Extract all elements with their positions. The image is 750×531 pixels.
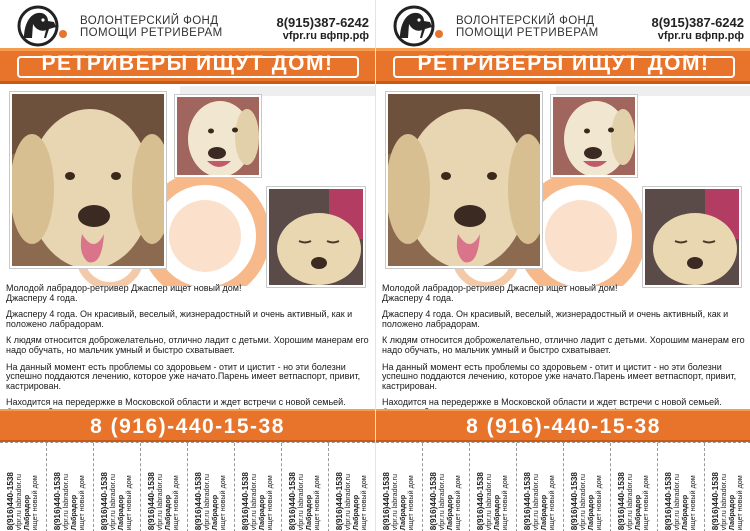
strip-phone: 8(916)440-1538 xyxy=(335,471,344,530)
tear-off-strip[interactable] xyxy=(611,443,658,531)
strip-sites: vfpr.ru labrador.ru xyxy=(578,473,587,530)
labrador-smiling-photo xyxy=(175,95,261,177)
tear-off-strip[interactable] xyxy=(658,443,705,531)
description-character: Джасперу 4 года. Он красивый, веселый, жизнерадостный и очень активный, как и положено лабрадорам. xyxy=(6,309,353,329)
description-intro xyxy=(382,284,746,303)
strip-note: ищет новый дом xyxy=(547,475,556,530)
description-intro xyxy=(6,284,370,303)
labrador-closeup-photo xyxy=(386,92,542,268)
strip-note: ищет новый дом xyxy=(735,475,744,530)
fund-name-line1: ВОЛОНТЕРСКИЙ ФОНД xyxy=(456,15,595,27)
strip-note: ищет новый дом xyxy=(500,475,509,530)
strip-phone: 8(916)440-1538 xyxy=(147,471,156,530)
strip-breed: Лабрадор xyxy=(727,494,736,530)
strip-sites: vfpr.ru labrador.ru xyxy=(437,473,446,530)
tear-off-strip[interactable] xyxy=(376,443,423,531)
strip-breed: Лабрадор xyxy=(22,494,31,530)
strip-sites: vfpr.ru labrador.ru xyxy=(343,473,352,530)
strip-breed: Лабрадор xyxy=(210,494,219,530)
strip-phone: 8(916)440-1538 xyxy=(288,471,297,530)
strip-sites: vfpr.ru labrador.ru xyxy=(296,473,305,530)
strip-breed: Лабрадор xyxy=(304,494,313,530)
banner-title: РЕТРИВЕРЫ ИЩУТ ДОМ! xyxy=(417,52,710,75)
strip-breed: Лабрадор xyxy=(116,494,125,530)
strip-breed: Лабрадор xyxy=(633,494,642,530)
strip-sites: vfpr.ru labrador.ru xyxy=(14,473,23,530)
fund-name xyxy=(456,15,599,39)
description-intro-line1: Молодой лабрадор-ретривер Джаспер ищет новый дом! xyxy=(382,283,618,293)
dog-description xyxy=(6,284,370,425)
strip-phone: 8(916)440-1538 xyxy=(664,471,673,530)
tear-off-strip[interactable] xyxy=(47,443,94,531)
header-contacts xyxy=(276,16,369,43)
strip-breed: Лабрадор xyxy=(69,494,78,530)
flyer-right xyxy=(375,0,750,531)
contact-phone-bar xyxy=(0,409,375,442)
tear-off-strip[interactable] xyxy=(705,443,750,531)
description-health: На данный момент есть проблемы со здоровьем - отит и цистит - но эти болезни успешно поддаются лечению, которое уже начато.Парень имеет ветпаспорт, привит, кастрирован. xyxy=(6,361,361,391)
strip-phone: 8(916)440-1538 xyxy=(570,471,579,530)
strip-breed: Лабрадор xyxy=(586,494,595,530)
strip-phone: 8(916)440-1538 xyxy=(476,471,485,530)
strip-phone: 8(916)440-1538 xyxy=(617,471,626,530)
tear-off-strips xyxy=(0,442,375,531)
header-sites: vfpr.ru вфпр.рф xyxy=(657,30,744,42)
strip-phone: 8(916)440-1538 xyxy=(382,471,391,530)
description-health: На данный момент есть проблемы со здоровьем - отит и цистит - но эти болезни успешно поддаются лечению, которое уже начато.Парень имеет ветпаспорт, привит, кастрирован. xyxy=(382,361,737,391)
header-sites: vfpr.ru вфпр.рф xyxy=(282,30,369,42)
strip-note: ищет новый дом xyxy=(171,475,180,530)
description-intro-line1: Молодой лабрадор-ретривер Джаспер ищет новый дом! xyxy=(6,283,242,293)
strip-note: ищет новый дом xyxy=(124,475,133,530)
strip-note: ищет новый дом xyxy=(218,475,227,530)
strip-note: ищет новый дом xyxy=(594,475,603,530)
strip-sites: vfpr.ru labrador.ru xyxy=(625,473,634,530)
strip-breed: Лабрадор xyxy=(539,494,548,530)
labrador-sleeping-photo xyxy=(267,187,365,287)
strip-breed: Лабрадор xyxy=(680,494,689,530)
strip-sites: vfpr.ru labrador.ru xyxy=(719,473,728,530)
strip-note: ищет новый дом xyxy=(77,475,86,530)
labrador-closeup-photo xyxy=(10,92,166,268)
header-phone: 8(915)387-6242 xyxy=(651,15,744,30)
strip-phone: 8(916)440-1538 xyxy=(6,471,15,530)
tear-off-strip[interactable] xyxy=(517,443,564,531)
header-phone: 8(915)387-6242 xyxy=(276,15,369,30)
description-intro-line2: Джасперу 4 года. xyxy=(382,292,454,303)
strip-note: ищет новый дом xyxy=(30,475,39,530)
tear-off-strip[interactable] xyxy=(235,443,282,531)
labrador-sleeping-photo xyxy=(643,187,741,287)
title-banner xyxy=(0,48,375,84)
strip-note: ищет новый дом xyxy=(406,475,415,530)
title-banner xyxy=(376,48,750,84)
strip-note: ищет новый дом xyxy=(688,475,697,530)
tear-off-strip[interactable] xyxy=(470,443,517,531)
strip-note: ищет новый дом xyxy=(641,475,650,530)
description-location: Находится на передержке в Московской области и ждет встречи с новой семьей. xyxy=(382,397,722,408)
tear-off-strip[interactable] xyxy=(564,443,611,531)
header-contacts xyxy=(651,16,744,43)
fund-name-line2: ПОМОЩИ РЕТРИВЕРАМ xyxy=(456,27,599,39)
strip-note: ищет новый дом xyxy=(265,475,274,530)
description-intro-line2: Джасперу 4 года. xyxy=(6,292,78,303)
strip-phone: 8(916)440-1538 xyxy=(100,471,109,530)
fund-logo xyxy=(8,4,68,48)
strip-sites: vfpr.ru labrador.ru xyxy=(390,473,399,530)
strip-sites: vfpr.ru labrador.ru xyxy=(484,473,493,530)
strip-breed: Лабрадор xyxy=(351,494,360,530)
tear-off-strips xyxy=(376,442,750,531)
strip-breed: Лабрадор xyxy=(492,494,501,530)
strip-sites: vfpr.ru labrador.ru xyxy=(531,473,540,530)
fund-name-line1: ВОЛОНТЕРСКИЙ ФОНД xyxy=(80,15,219,27)
strip-note: ищет новый дом xyxy=(312,475,321,530)
tear-off-strip[interactable] xyxy=(329,443,375,531)
strip-phone: 8(916)440-1538 xyxy=(711,471,720,530)
strip-phone: 8(916)440-1538 xyxy=(194,471,203,530)
dog-description xyxy=(382,284,746,425)
fund-logo xyxy=(384,4,444,48)
strip-sites: vfpr.ru labrador.ru xyxy=(155,473,164,530)
tear-off-strip[interactable] xyxy=(188,443,235,531)
fund-name xyxy=(80,15,223,39)
banner-title: РЕТРИВЕРЫ ИЩУТ ДОМ! xyxy=(41,52,334,75)
tear-off-strip[interactable] xyxy=(423,443,470,531)
strip-note: ищет новый дом xyxy=(359,475,368,530)
strip-breed: Лабрадор xyxy=(257,494,266,530)
description-location: Находится на передержке в Московской области и ждет встречи с новой семьей. xyxy=(6,397,346,408)
tear-off-strip[interactable] xyxy=(94,443,141,531)
strip-phone: 8(916)440-1538 xyxy=(53,471,62,530)
strip-sites: vfpr.ru labrador.ru xyxy=(202,473,211,530)
strip-note: ищет новый дом xyxy=(453,475,462,530)
strip-breed: Лабрадор xyxy=(398,494,407,530)
description-character: Джасперу 4 года. Он красивый, веселый, жизнерадостный и очень активный, как и положено лабрадорам. xyxy=(382,309,729,329)
tear-off-strip[interactable] xyxy=(141,443,188,531)
tear-off-strip[interactable] xyxy=(0,443,47,531)
strip-phone: 8(916)440-1538 xyxy=(523,471,532,530)
strip-sites: vfpr.ru labrador.ru xyxy=(61,473,70,530)
description-behavior: К людям относится доброжелательно, отлично ладит с детьми. Хорошим манерам его надо обучать, но мальчик умный и быстро схватывает. xyxy=(6,335,369,355)
strip-sites: vfpr.ru labrador.ru xyxy=(672,473,681,530)
contact-phone: 8 (916)-440-15-38 xyxy=(466,415,661,438)
tear-off-strip[interactable] xyxy=(282,443,329,531)
strip-breed: Лабрадор xyxy=(445,494,454,530)
labrador-smiling-photo xyxy=(551,95,637,177)
strip-sites: vfpr.ru labrador.ru xyxy=(249,473,258,530)
description-behavior: К людям относится доброжелательно, отлично ладит с детьми. Хорошим манерам его надо обучать, но мальчик умный и быстро схватывает. xyxy=(382,335,745,355)
strip-sites: vfpr.ru labrador.ru xyxy=(108,473,117,530)
strip-phone: 8(916)440-1538 xyxy=(429,471,438,530)
strip-phone: 8(916)440-1538 xyxy=(241,471,250,530)
fund-name-line2: ПОМОЩИ РЕТРИВЕРАМ xyxy=(80,27,223,39)
strip-breed: Лабрадор xyxy=(163,494,172,530)
contact-phone-bar xyxy=(376,409,750,442)
contact-phone: 8 (916)-440-15-38 xyxy=(90,415,285,438)
